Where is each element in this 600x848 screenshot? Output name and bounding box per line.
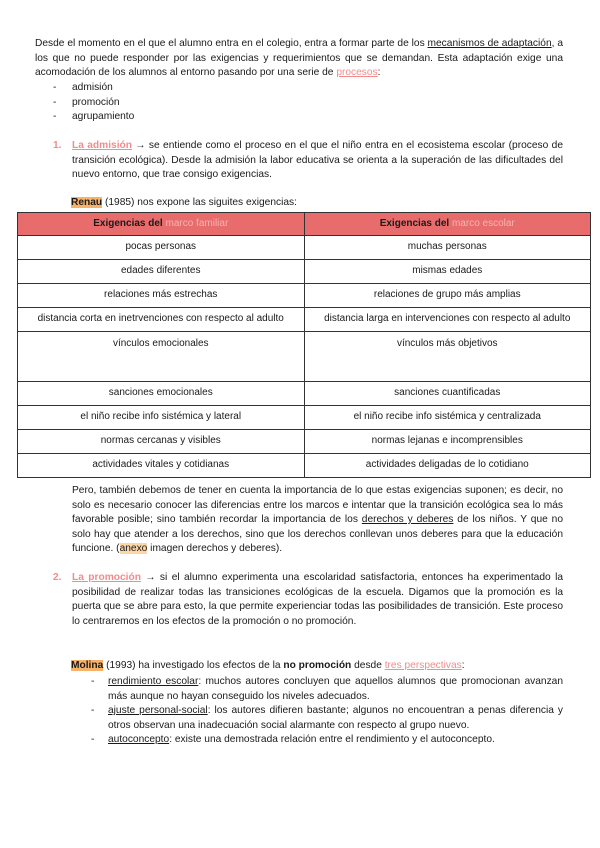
table-cell: el niño recibe info sistémica y lateral [18, 406, 305, 430]
header-familiar: Exigencias del marco familiar [18, 213, 305, 236]
intro-text-2: , a los que no puede responder por las exigencias y requerimientos que se demandan. Esta adaptación exige una acomodación de los alumnos al entorno pasando por una serie de [35, 38, 563, 78]
section-title[interactable]: La admisión [72, 140, 132, 151]
table-row [18, 284, 591, 308]
table-cell: actividades vitales y cotidianas [18, 454, 305, 478]
stages-list [53, 81, 134, 125]
table-row [18, 308, 591, 332]
table-header-row [18, 213, 591, 236]
derechos-paragraph: Pero, también debemos de tener en cuenta la importancia de lo que estas exigencias suponen; es decir, no solo es necesario conocer las diferencias entre los marcos e intentar que la transición ecológica sea lo más favorable posible; sino también recordar la importancia de los derechos y deberes de los niños. Y que no solo hay que atender a los derechos, sino que los derechos conllevan unos deberes para que la educación funcione. (anexo imagen derechos y deberes). [72, 485, 563, 554]
table-cell: pocas personas [18, 236, 305, 260]
table-row [18, 382, 591, 406]
table-cell: el niño recibe info sistémica y centralizada [304, 406, 591, 430]
table-cell: vínculos más objetivos [304, 332, 591, 382]
section-title[interactable]: La promoción [72, 572, 141, 583]
exigencias-table [17, 212, 591, 478]
list-item: - autoconcepto: existe una demostrada relación entre el rendimiento y el autoconcepto. [91, 733, 563, 748]
table-cell: muchas personas [304, 236, 591, 260]
anexo-highlight: anexo [119, 543, 148, 554]
table-cell: vínculos emocionales [18, 332, 305, 382]
table-cell: relaciones de grupo más amplias [304, 284, 591, 308]
table-cell: sanciones emocionales [18, 382, 305, 406]
table-row [18, 406, 591, 430]
intro-paragraph: Desde el momento en el que el alumno entra en el colegio, entra a formar parte de los mecanismos de adaptación, a los que no puede responder por las exigencias y requerimientos que se demandan. Esta adaptación exige una acomodación de los alumnos al entorno pasando por una serie de procesos: [35, 38, 563, 78]
section-number: 2. [53, 572, 62, 583]
section-number: 1. [53, 140, 62, 151]
table-cell: relaciones más estrechas [18, 284, 305, 308]
list-item: - admisión [53, 81, 134, 96]
perspectives-list [91, 675, 563, 748]
section-admision: La admisión → se entiende como el proceso en el que el niño entra en el ecosistema escolar (proceso de transición ecológica). Desde la admisión la labor educativa se orienta a la superación de las dificultades del nuevo entorno, que trae consigo exigencias. [72, 140, 563, 180]
intro-text: Desde el momento en el que el alumno entra en el colegio, entra a formar parte de los [35, 38, 428, 49]
mecanismos-link[interactable]: mecanismos de adaptación [427, 38, 552, 49]
table-row [18, 236, 591, 260]
table-cell: sanciones cuantificadas [304, 382, 591, 406]
table-row [18, 454, 591, 478]
perspectivas-link[interactable]: tres perspectivas [384, 660, 462, 671]
table-row [18, 430, 591, 454]
list-item: - ajuste personal-social: los autores difieren bastante; algunos no encouentran a penas diferencia y otros observan una inadecuación social alarmante con respecto al grupo nuevo. [91, 704, 563, 733]
author-highlight: Molina [71, 660, 104, 671]
table-cell: mismas edades [304, 260, 591, 284]
list-item: - rendimiento escolar: muchos autores concluyen que aquellos alumnos que promocionan avanzan más aunque no hayan conseguido los niveles adecuados. [91, 675, 563, 704]
table-cell: distancia corta en inetrvenciones con respecto al adulto [18, 308, 305, 332]
list-item: - agrupamiento [53, 110, 134, 125]
table-row [18, 260, 591, 284]
procesos-link[interactable]: procesos [336, 67, 378, 78]
derechos-link[interactable]: derechos y deberes [361, 514, 454, 525]
header-escolar: Exigencias del marco escolar [304, 213, 591, 236]
renau-line: Renau (1985) nos expone las siguites exigencias: [71, 197, 297, 208]
table-cell: actividades deligadas de lo cotidiano [304, 454, 591, 478]
section-promocion: La promoción → si el alumno experimenta una escolaridad satisfactoria, entonces ha experimentado la posibilidad de realizar todas las transiciones ecológicas de la escuela. Digamos que la promoción es la puerta que se abre para esto, la que permite experienciar todas las posibilidades de transición. Este proceso lo centraremos en los efectos de la promoción o no promoción. [72, 572, 564, 627]
molina-line: Molina (1993) ha investigado los efectos de la no promoción desde tres perspectivas: [71, 660, 465, 671]
table-row [18, 332, 591, 382]
author-highlight: Renau [71, 197, 103, 208]
table-cell: distancia larga en intervenciones con respecto al adulto [304, 308, 591, 332]
table-cell: normas cercanas y visibles [18, 430, 305, 454]
table-cell: normas lejanas e incomprensibles [304, 430, 591, 454]
table-cell: edades diferentes [18, 260, 305, 284]
list-item: - promoción [53, 96, 134, 111]
